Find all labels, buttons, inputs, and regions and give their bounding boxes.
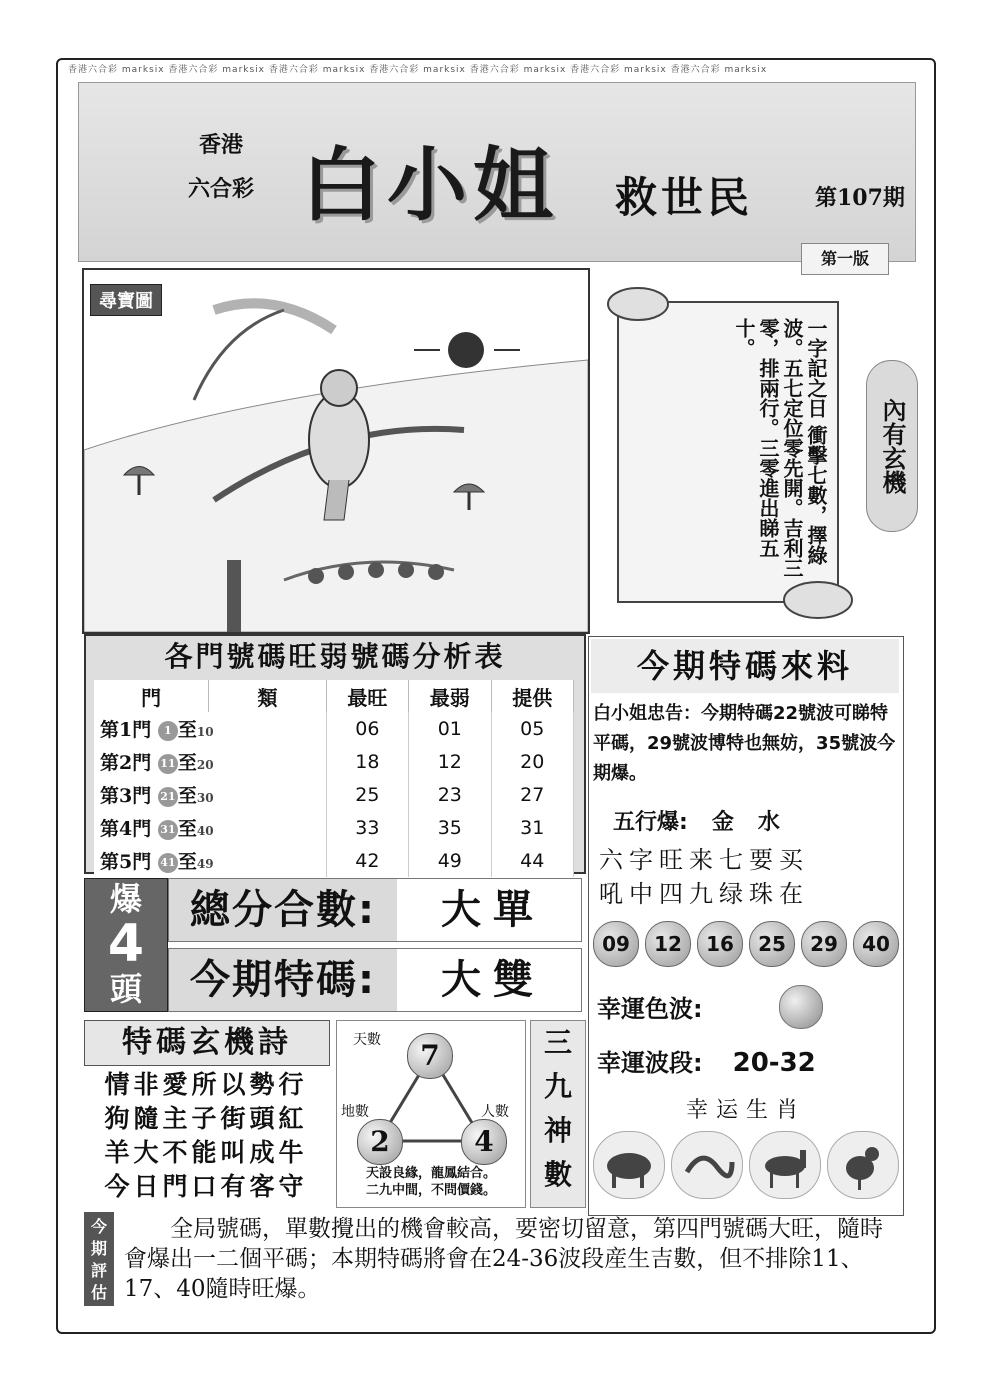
poem-body: [84, 1068, 328, 1204]
cold-value: 49: [409, 844, 491, 877]
lucky-section-label: 幸運波段:: [597, 1049, 703, 1077]
issue-number: 第107期: [815, 185, 905, 211]
special-code-label: 今期特碼:: [169, 949, 397, 1011]
gate-analysis-table: [84, 634, 586, 874]
table-row: [94, 811, 574, 844]
number-ball: 16: [697, 921, 743, 967]
five-elements: [613, 805, 780, 836]
range-end: 10: [196, 725, 214, 739]
edition-badge: 第一版: [801, 243, 889, 275]
range-to: 至: [177, 719, 197, 741]
tip-value: 05: [491, 712, 573, 745]
poem-line: 狗隨主子街頭紅: [104, 1104, 308, 1133]
five-elements-label: 五行爆:: [613, 810, 688, 835]
region-label: [161, 123, 281, 211]
lucky-color-ball: [779, 985, 823, 1029]
advice-text: 白小姐忠告：今期特碼22號波可睇特平碼，29號波博特也無妨，35號波今期爆。: [593, 703, 896, 784]
hot-value: 25: [326, 778, 408, 811]
gate-cell: [94, 745, 326, 778]
range-end: 30: [196, 791, 214, 805]
number-ball: 29: [801, 921, 847, 967]
riddle-scroll: [598, 282, 860, 632]
hot-value: 42: [326, 844, 408, 877]
lucky-section-value: 20-32: [732, 1048, 816, 1078]
tip-value: 44: [491, 844, 573, 877]
treasure-illustration: [84, 270, 588, 632]
riddle-text: 一字記之日 衝擊七數，擇綠波。五七定位零先開。吉利三零，排兩行。三零進出睇五十。: [732, 318, 828, 578]
earth-number: 2: [357, 1119, 403, 1165]
lucky-color-label: 幸運色波:: [597, 995, 703, 1023]
review-tag: 今期評估: [84, 1212, 114, 1306]
col-gate: 門: [94, 680, 209, 712]
range-end: 20: [196, 758, 214, 772]
special-code-title: 今期特碼來料: [591, 639, 899, 693]
col-type: 類: [209, 680, 326, 712]
burst-number: 4: [107, 914, 145, 974]
lottery-sheet: [56, 58, 936, 1334]
range-start: 31: [158, 820, 178, 840]
table-row: [94, 745, 574, 778]
gate-name: 第4門: [100, 818, 152, 840]
cow-icon: [593, 1131, 665, 1199]
gate-cell: [94, 712, 326, 745]
tip-value: 31: [491, 811, 573, 844]
sanjiu-shenshu: 三九神數: [530, 1020, 586, 1208]
special-code-panel: [588, 636, 904, 1216]
table-row: [94, 844, 574, 877]
heaven-earth-human-triangle: [336, 1020, 526, 1208]
range-end: 49: [196, 857, 214, 871]
dragon-icon: [671, 1131, 743, 1199]
hot-value: 33: [326, 811, 408, 844]
human-number: 4: [461, 1119, 507, 1165]
header-banner: [78, 82, 916, 268]
range-to: 至: [177, 785, 197, 807]
hot-value: 18: [326, 745, 408, 778]
number-ball: 40: [853, 921, 899, 967]
lucky-zodiac-row: [593, 1131, 899, 1199]
earth-label: 地數: [341, 1104, 369, 1120]
watermark-bottom: [68, 1316, 924, 1330]
cold-value: 35: [409, 811, 491, 844]
col-hot: 最旺: [326, 680, 408, 712]
heaven-number: 7: [407, 1033, 453, 1079]
element-value: 金: [711, 810, 734, 835]
poem-line: 羊大不能叫成牛: [104, 1138, 308, 1167]
lucky-zodiac-title: 幸运生肖: [685, 1098, 806, 1123]
gate-name: 第2門: [100, 752, 152, 774]
watermark-top: 香港六合彩 marksix 香港六合彩 marksix 香港六合彩 marksix 香港六合彩 marksix 香港六合彩 marksix 香港六合彩 marksix 香港六合彩 marksix: [68, 65, 768, 75]
triangle-caption: [337, 1165, 525, 1199]
col-cold: 最弱: [409, 680, 491, 712]
treasure-picture: [82, 268, 590, 634]
range-to: 至: [177, 851, 197, 873]
zodiac-hint-line: 吼中四九绿珠在: [599, 880, 809, 908]
burst-char: 爆: [109, 880, 142, 918]
poem-line: 情非愛所以勢行: [104, 1070, 308, 1099]
cold-value: 01: [409, 712, 491, 745]
lucky-section: [597, 1043, 816, 1078]
gate-cell: [94, 811, 326, 844]
watermark-left: [59, 80, 73, 1310]
poem-title: 特碼玄機詩: [84, 1020, 330, 1066]
range-to: 至: [177, 818, 197, 840]
caption-line: 天設良緣，龍鳳結合。: [365, 1166, 496, 1181]
table-title: 各門號碼旺弱號碼分析表: [164, 640, 506, 673]
slogan: 救世民: [615, 173, 754, 222]
watermark-right: [918, 80, 932, 1310]
poem-line: 今日門口有客守: [104, 1172, 308, 1201]
gate-cell: [94, 844, 326, 877]
col-tip: 提供: [491, 680, 573, 712]
burst-badge: [84, 878, 168, 1012]
horse-icon: [749, 1131, 821, 1199]
tip-value: 27: [491, 778, 573, 811]
gate-cell: [94, 778, 326, 811]
special-code-row: [168, 948, 582, 1012]
special-code-value: 大雙: [441, 956, 545, 1003]
lottery-text: 六合彩: [187, 176, 254, 202]
review-text: 全局號碼，單數攪出的機會較高，要密切留意，第四門號碼大旺，隨時會爆出一二個平碼；本期特碼將會在24-36波段産生吉數，但不排除11、17、40隨時旺爆。: [124, 1216, 883, 1302]
hot-value: 06: [326, 712, 408, 745]
gate-name: 第3門: [100, 785, 152, 807]
element-value: 水: [757, 810, 780, 835]
caption-line: 二九中間，不問價錢。: [365, 1183, 496, 1198]
zodiac-hint-line: 六字旺来七要买: [599, 846, 809, 874]
region-text: 香港: [198, 132, 243, 158]
heaven-label: 天數: [353, 1032, 381, 1048]
rooster-icon: [827, 1131, 899, 1199]
cold-value: 23: [409, 778, 491, 811]
treasure-label: 尋寶圖: [90, 284, 162, 316]
total-sum-label: 總分合數:: [169, 879, 397, 941]
table-row: [94, 712, 574, 745]
gate-name: 第1門: [100, 719, 152, 741]
range-end: 40: [196, 824, 214, 838]
range-start: 21: [158, 787, 178, 807]
zodiac-hint: [599, 843, 895, 911]
period-review: [84, 1212, 910, 1306]
table-header-row: [94, 680, 574, 712]
table-row: [94, 778, 574, 811]
number-balls: [593, 921, 899, 967]
gate-name: 第5門: [100, 851, 152, 873]
hidden-meaning-badge: 內有玄機: [866, 360, 918, 532]
main-title: 白小姐: [301, 139, 559, 232]
number-ball: 12: [645, 921, 691, 967]
total-sum-row: [168, 878, 582, 942]
tip-value: 20: [491, 745, 573, 778]
range-start: 11: [158, 754, 178, 774]
number-ball: 25: [749, 921, 795, 967]
burst-char: 頭: [109, 970, 142, 1008]
range-to: 至: [177, 752, 197, 774]
range-start: 41: [158, 853, 178, 873]
total-sum-value: 大單: [441, 886, 545, 933]
analysis-grid: [94, 680, 574, 877]
human-label: 人數: [481, 1104, 509, 1120]
cold-value: 12: [409, 745, 491, 778]
number-ball: 09: [593, 921, 639, 967]
range-start: 1: [158, 721, 178, 741]
